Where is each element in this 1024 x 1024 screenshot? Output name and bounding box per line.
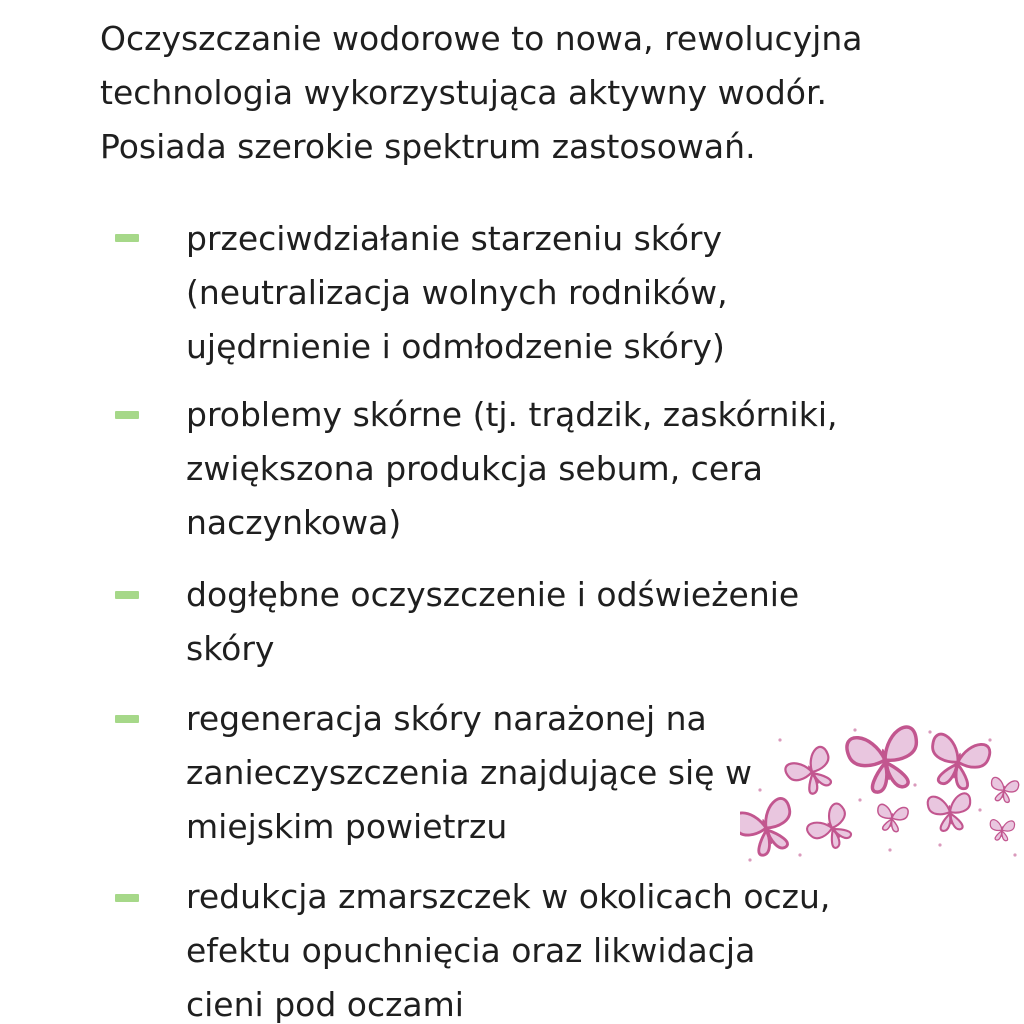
dash-bullet-icon bbox=[115, 591, 139, 599]
sparkle-icon bbox=[978, 808, 981, 811]
intro-line: Oczyszczanie wodorowe to nowa, rewolucyjna bbox=[100, 19, 863, 58]
butterfly-icon bbox=[924, 733, 992, 793]
list-item-text bbox=[186, 568, 946, 676]
list-item-line: skóry bbox=[186, 629, 275, 668]
butterflies-icon bbox=[740, 720, 1024, 870]
butterfly-icon bbox=[988, 777, 1019, 804]
list-item-line: efektu opuchnięcia oraz likwidacja bbox=[186, 931, 756, 970]
dash-bullet-icon bbox=[115, 894, 139, 902]
list-item-line: miejskim powietrzu bbox=[186, 807, 508, 846]
butterfly-icon bbox=[927, 793, 973, 833]
sparkle-icon bbox=[888, 848, 891, 851]
list-item-text bbox=[186, 212, 946, 374]
butterfly-icon bbox=[875, 804, 909, 833]
list-item-line: problemy skórne (tj. trądzik, zaskórniki, bbox=[186, 395, 838, 434]
dash-bullet-icon bbox=[115, 715, 139, 723]
sparkle-icon bbox=[748, 858, 751, 861]
sparkle-icon bbox=[1013, 853, 1016, 856]
sparkle-icon bbox=[853, 728, 856, 731]
butterfly-icon bbox=[805, 801, 860, 855]
list-item-line: dogłębne oczyszczenie i odświeżenie bbox=[186, 575, 800, 614]
butterfly-icon bbox=[989, 819, 1015, 841]
list-item-line: przeciwdziałanie starzeniu skóry bbox=[186, 219, 723, 258]
sparkle-icon bbox=[938, 843, 941, 846]
sparkle-icon bbox=[758, 788, 761, 791]
butterflies-icon bbox=[740, 720, 1024, 870]
list-item-line: naczynkowa) bbox=[186, 503, 402, 542]
intro-line: Posiada szerokie spektrum zastosowań. bbox=[100, 127, 756, 166]
sparkle-icon bbox=[913, 783, 916, 786]
list-item-line: ujędrnienie i odmłodzenie skóry) bbox=[186, 327, 725, 366]
dash-bullet-icon bbox=[115, 411, 139, 419]
sparkle-icon bbox=[928, 730, 931, 733]
list-item-line: regeneracja skóry narażonej na bbox=[186, 699, 707, 738]
butterfly-icon bbox=[845, 725, 925, 796]
dash-bullet-icon bbox=[115, 234, 139, 242]
list-item-line: redukcja zmarszczek w okolicach oczu, bbox=[186, 877, 831, 916]
butterfly-icon bbox=[783, 745, 841, 801]
list-item-text bbox=[186, 870, 946, 1024]
intro-line: technologia wykorzystująca aktywny wodór. bbox=[100, 73, 828, 112]
sparkle-icon bbox=[988, 738, 991, 741]
list-item-text bbox=[186, 388, 946, 550]
sparkle-icon bbox=[798, 853, 801, 856]
list-item-line: zwiększona produkcja sebum, cera bbox=[186, 449, 763, 488]
list-item-line: zanieczyszczenia znajdujące się w bbox=[186, 753, 752, 792]
list-item-line: cieni pod oczami bbox=[186, 985, 464, 1024]
sparkle-icon bbox=[858, 798, 861, 801]
list-item-line: (neutralizacja wolnych rodników, bbox=[186, 273, 728, 312]
sparkle-icon bbox=[778, 738, 781, 741]
butterfly-icon bbox=[740, 796, 802, 861]
